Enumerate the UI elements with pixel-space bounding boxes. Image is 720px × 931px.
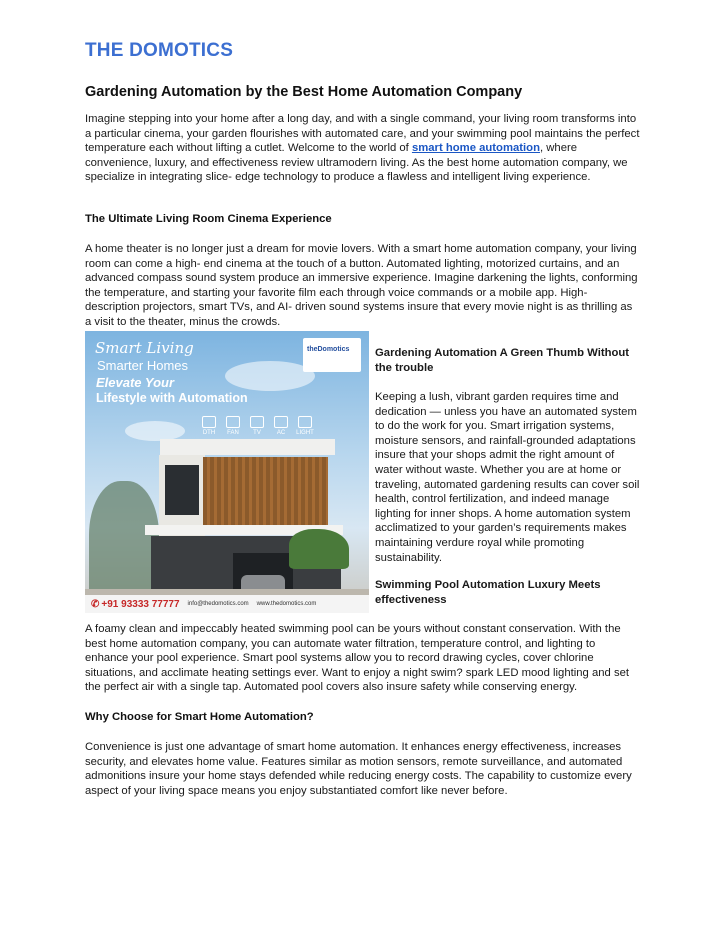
promo-contact-bar — [85, 595, 369, 613]
fan-icon: FAN — [224, 416, 242, 436]
page-title: Gardening Automation by the Best Home Automation Company — [85, 84, 523, 100]
promo-smarter-homes: Smarter Homes — [97, 358, 189, 373]
section-body-gardening: Keeping a lush, vibrant garden requires time and dedication — unless you have an automated system to do the work for you. Smart irrigation systems, moisture sensors, and rainfall-grounded adaptations insure that your shops admit the right amount of water without waste. Whether you are at home or traveling, automated gardening results can cover soil health, control fertilization, and indeed manage lighting for inner shops. A home automation system acclimatized to your garden’s requirements makes maintaining verdure royal while promoting sustainability. — [375, 391, 640, 564]
section-body-why: Convenience is just one advantage of smart home automation. It enhances energy effectiveness, increases security, and elevates home value. Features similar as motion sensors, remote surveillance, and automated admonitions insure your home stays defended while reducing energy costs. The capability to customize every aspect of your living space means you enjoy substantiated comfort like never before. — [85, 741, 632, 797]
promo-image — [85, 331, 369, 613]
intro-text-before: Imagine stepping into your home after a long day, and with a single command, your living room transforms into a particular cinema, your garden flourishes with automated care, and your swimming pool maintains the perfect temperature each without lifting a cutlet. Welcome to the world of — [85, 113, 640, 155]
section-body-cinema: A home theater is no longer just a dream for movie lovers. With a smart home automation company, your living room can come a high- end cinema at the touch of a button. Automated lighting, motorized curtains, and an advanced compass sound system produce an immersive experience. Imagine darkening the lights, conforming the temperature, and starting your favorite film each through voice commands or a mobile app. High- description projectors, smart TVs, and AI- driven sound systems insure that every movie night is as thrilling as a visit to the theater, minus the crowds. — [85, 243, 638, 328]
section-body-pool: A foamy clean and impeccably heated swimming pool can be yours without constant conservation. With the best home automation company, you can automate water filtration, temperature control, and lighting to enhance your pool experience. Smart pool systems allow you to record drawing cycles, cover chlorine situations, and acclimate heating settings ever. Want to enjoy a night swim? spark LED mood lighting and set the perfect air with a single tap. Automated pool covers also insure safety while conserving energy. — [85, 623, 630, 694]
promo-email: info@thedomotics.com — [187, 601, 249, 607]
smart-home-automation-link[interactable]: smart home automation — [411, 142, 540, 155]
badge-text: theDomotics — [307, 346, 350, 353]
section-heading-pool: Swimming Pool Automation Luxury Meets effectiveness — [375, 579, 601, 606]
section-heading-gardening: Gardening Automation A Green Thumb Without the trouble — [375, 347, 630, 374]
section-heading-cinema: The Ultimate Living Room Cinema Experience — [85, 213, 332, 225]
intro-text-after: , where convenience, luxury, and effectiveness review ultramodern living. As the best home automation company, we specialize in integrating slice- edge technology to produce a flawless and intelligent living experience. — [85, 142, 628, 184]
section-heading-why: Why Choose for Smart Home Automation? — [85, 711, 314, 723]
light-icon: LIGHT — [296, 416, 314, 436]
device-icons — [200, 416, 314, 436]
phone-icon: ✆ — [91, 598, 100, 610]
promo-elevate: Elevate Your — [96, 375, 175, 390]
tv-icon: TV — [248, 416, 266, 436]
promo-phone: +91 93333 77777 — [101, 598, 180, 610]
promo-script-logo: Smart Living — [95, 339, 194, 357]
intro-paragraph — [85, 112, 640, 185]
promo-web: www.thedomotics.com — [256, 601, 317, 607]
tree-graphic — [89, 481, 159, 601]
promo-lifestyle: Lifestyle with Automation — [96, 391, 248, 405]
domotics-logo-badge — [303, 338, 361, 372]
dth-icon: DTH — [200, 416, 218, 436]
ac-icon: AC — [272, 416, 290, 436]
brand-title: THE DOMOTICS — [85, 40, 234, 61]
wood-facade-graphic — [203, 457, 328, 525]
